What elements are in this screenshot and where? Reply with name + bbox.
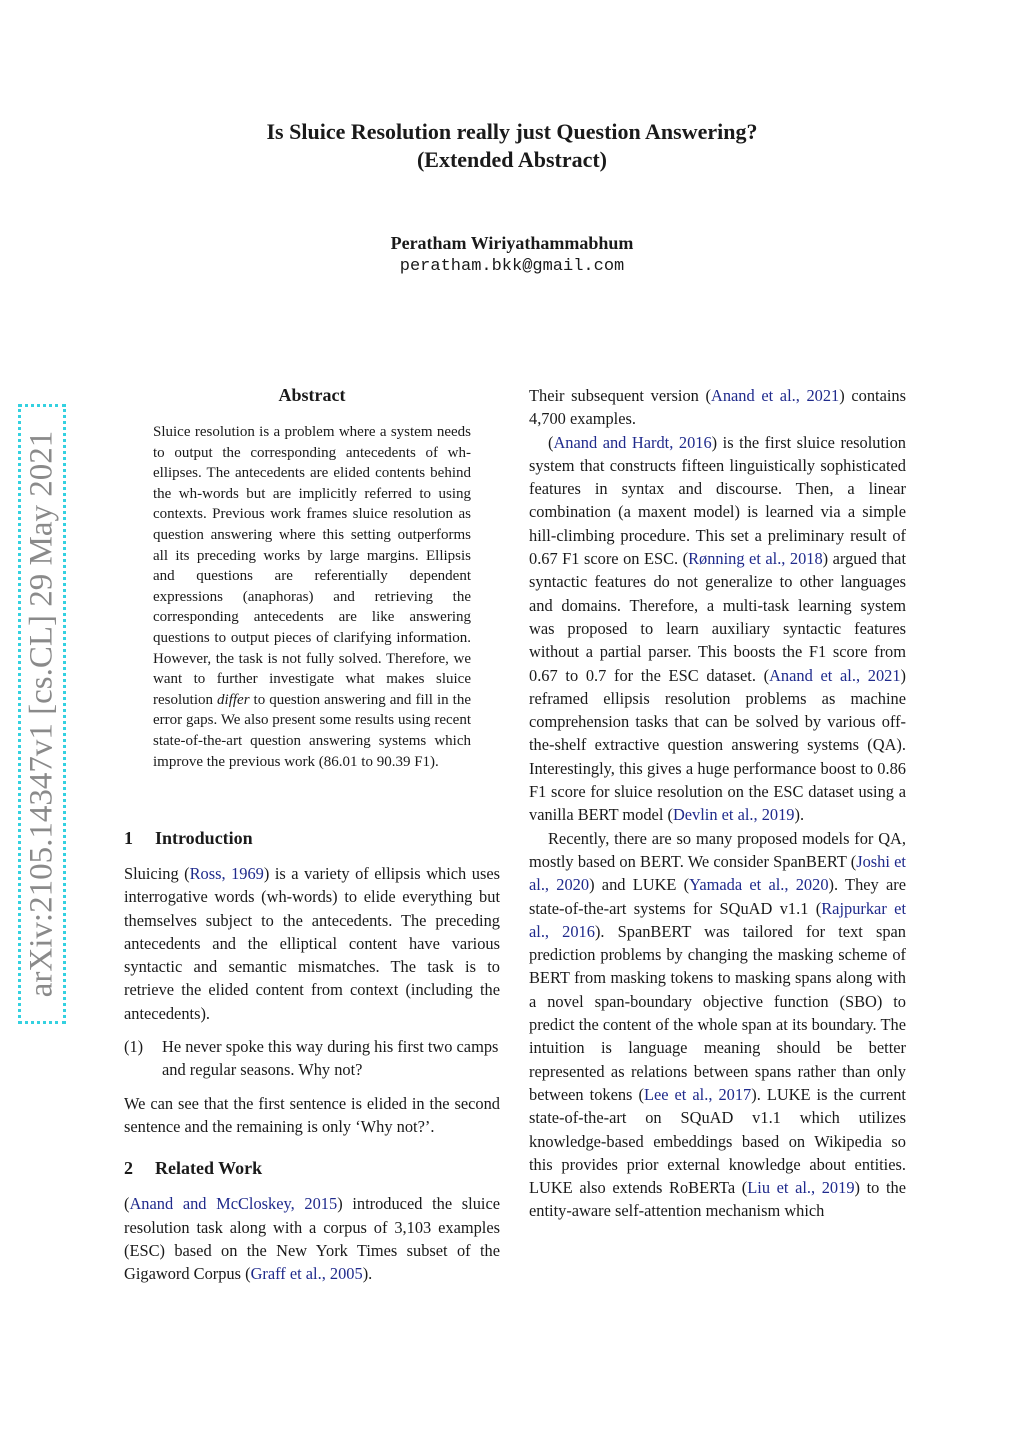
intro-paragraph-1: Sluicing (Ross, 1969) is a variety of ellipsis which uses interrogative words (wh-words) to elide everything but themselves subject to the antecedents. The preceding antecedents and the elliptical content have various syntactic and semantic mismatches. The task is to retrieve the elided content from context (including the antecedents).	[124, 864, 500, 1023]
related-paragraph-2: Their subsequent version (Anand et al., 2021) contains 4,700 examples.	[529, 386, 906, 429]
abstract-paragraph	[153, 422, 471, 772]
abstract-body	[153, 422, 471, 772]
citation-devlin[interactable]: Devlin et al., 2019	[672, 805, 795, 825]
related-paragraph-1: (Anand and McCloskey, 2015) introduced the sluice resolution task along with a corpus of 3,103 examples (ESC) based on the New York Times subset of the Gigaword Corpus (Graff et al., 2005).	[124, 1194, 500, 1284]
abstract-text: Sluice resolution is a problem where a system needs to output the corresponding antecedents of wh-ellipses. The antecedents are elided contents behind the wh-words but are implicitly referred to using contexts. Previous work frames sluice resolution as question answering where this setting outperforms all its preceding works by large margins. Ellipsis and questions are referentially dependent expressions (anaphoras) and retrieving the corresponding antecedents are like answering questions to output pieces of clarifying information. However, the task is not fully solved. Therefore, we want to further investigate what makes sluice resolution	[153, 424, 471, 708]
title-line-1: Is Sluice Resolution really just Question Answering?	[266, 119, 758, 144]
example-1	[124, 1035, 500, 1082]
example-number: (1)	[124, 1037, 144, 1057]
section-title: Introduction	[155, 828, 253, 848]
citation-rajpurkar[interactable]: Rajpurkar et al., 2016	[529, 898, 906, 941]
abstract-heading: Abstract	[278, 385, 346, 405]
title-line-2: (Extended Abstract)	[416, 147, 608, 172]
author-name: Peratham Wiriyathammabhum	[390, 233, 634, 253]
author-block	[0, 231, 1024, 279]
left-column	[124, 826, 500, 1285]
related-paragraph-4: Recently, there are so many proposed models for QA, mostly based on BERT. We consider SpanBERT (Joshi et al., 2020) and LUKE (Yamada et al., 2020). They are state-of-the-art systems for SQuAD v1.1 (Rajpurkar et al., 2016). SpanBERT was tailored for text span prediction problems by changing the masking scheme of BERT from masking tokens to masking spans along with a novel span-boundary objective function (SBO) to predict the content of the whole span at its boundary. The intuition is language meaning should be better represented as relations between spans rather than only between tokens (Lee et al., 2017). LUKE is the current state-of-the-art on SQuAD v1.1 which utilizes knowledge-based embeddings based on Wikipedia so this provides prior external knowledge about entities. LUKE also extends RoBERTa (Liu et al., 2019) to the entity-aware self-attention mechanism which	[529, 828, 906, 1221]
example-text: He never spoke this way during his first two camps and regular seasons. Why not?	[162, 1037, 499, 1080]
citation-graff[interactable]: Graff et al., 2005	[250, 1264, 363, 1284]
paper-title	[0, 118, 1024, 174]
citation-anand-2021[interactable]: Anand et al., 2021	[710, 386, 840, 405]
citation-joshi[interactable]: Joshi et al., 2020	[529, 851, 906, 895]
related-paragraph-3: (Anand and Hardt, 2016) is the first sluice resolution system that constructs fifteen linguistically sophisticated features in syntax and discourse. Then, a linear combination (a maxent model) is learned via a simple hill-climbing procedure. This set a preliminary result of 0.67 F1 score on ESC. (Rønning et al., 2018) argued that syntactic features do not generalize to other languages and domains. Therefore, a multi-task learning system was proposed to learn auxiliary syntactic features without a partial parser. This boosts the F1 score from 0.67 to 0.7 for the ESC dataset. (Anand et al., 2021) reframed ellipsis resolution problems as machine comprehension tasks that can be solved by various off-the-shelf extractive question answering systems (QA). Interestingly, this gives a huge performance boost to 0.86 F1 score for sluice resolution on the ESC dataset using a vanilla BERT model (Devlin et al., 2019).	[529, 432, 907, 825]
abstract-text-end: to question answering and fill in the error gaps. We also present some results using recent state-of-the-art question answering systems which improve the previous work (86.01 to 90.39 F1).	[153, 691, 472, 770]
abstract-emphasis: differ	[217, 691, 250, 708]
right-column	[529, 384, 906, 1223]
citation-yamada[interactable]: Yamada et al., 2020	[689, 875, 829, 895]
intro-paragraph-2: We can see that the first sentence is elided in the second sentence and the remaining is only ‘Why not?’.	[124, 1093, 500, 1136]
citation-lee[interactable]: Lee et al., 2017	[643, 1084, 752, 1104]
arxiv-stamp	[18, 404, 66, 1024]
citation-anand-hardt[interactable]: Anand and Hardt, 2016	[553, 432, 712, 452]
author-email: peratham.bkk@gmail.com	[399, 257, 625, 276]
section-2-heading	[124, 1156, 500, 1180]
citation-anand-2021-b[interactable]: Anand et al., 2021	[769, 665, 901, 685]
section-1-heading	[124, 826, 500, 850]
section-title: Related Work	[155, 1158, 263, 1179]
section-number: 2	[124, 1158, 133, 1179]
citation-anand-mccloskey[interactable]: Anand and McCloskey, 2015	[129, 1194, 338, 1214]
arxiv-stamp-text: arXiv:2105.14347v1 [cs.CL] 29 May 2021	[23, 430, 60, 998]
citation-liu[interactable]: Liu et al., 2019	[747, 1178, 855, 1198]
citation-ross[interactable]: Ross, 1969	[189, 864, 264, 883]
citation-ronning[interactable]: Rønning et al., 2018	[688, 549, 823, 569]
section-number: 1	[124, 828, 133, 848]
